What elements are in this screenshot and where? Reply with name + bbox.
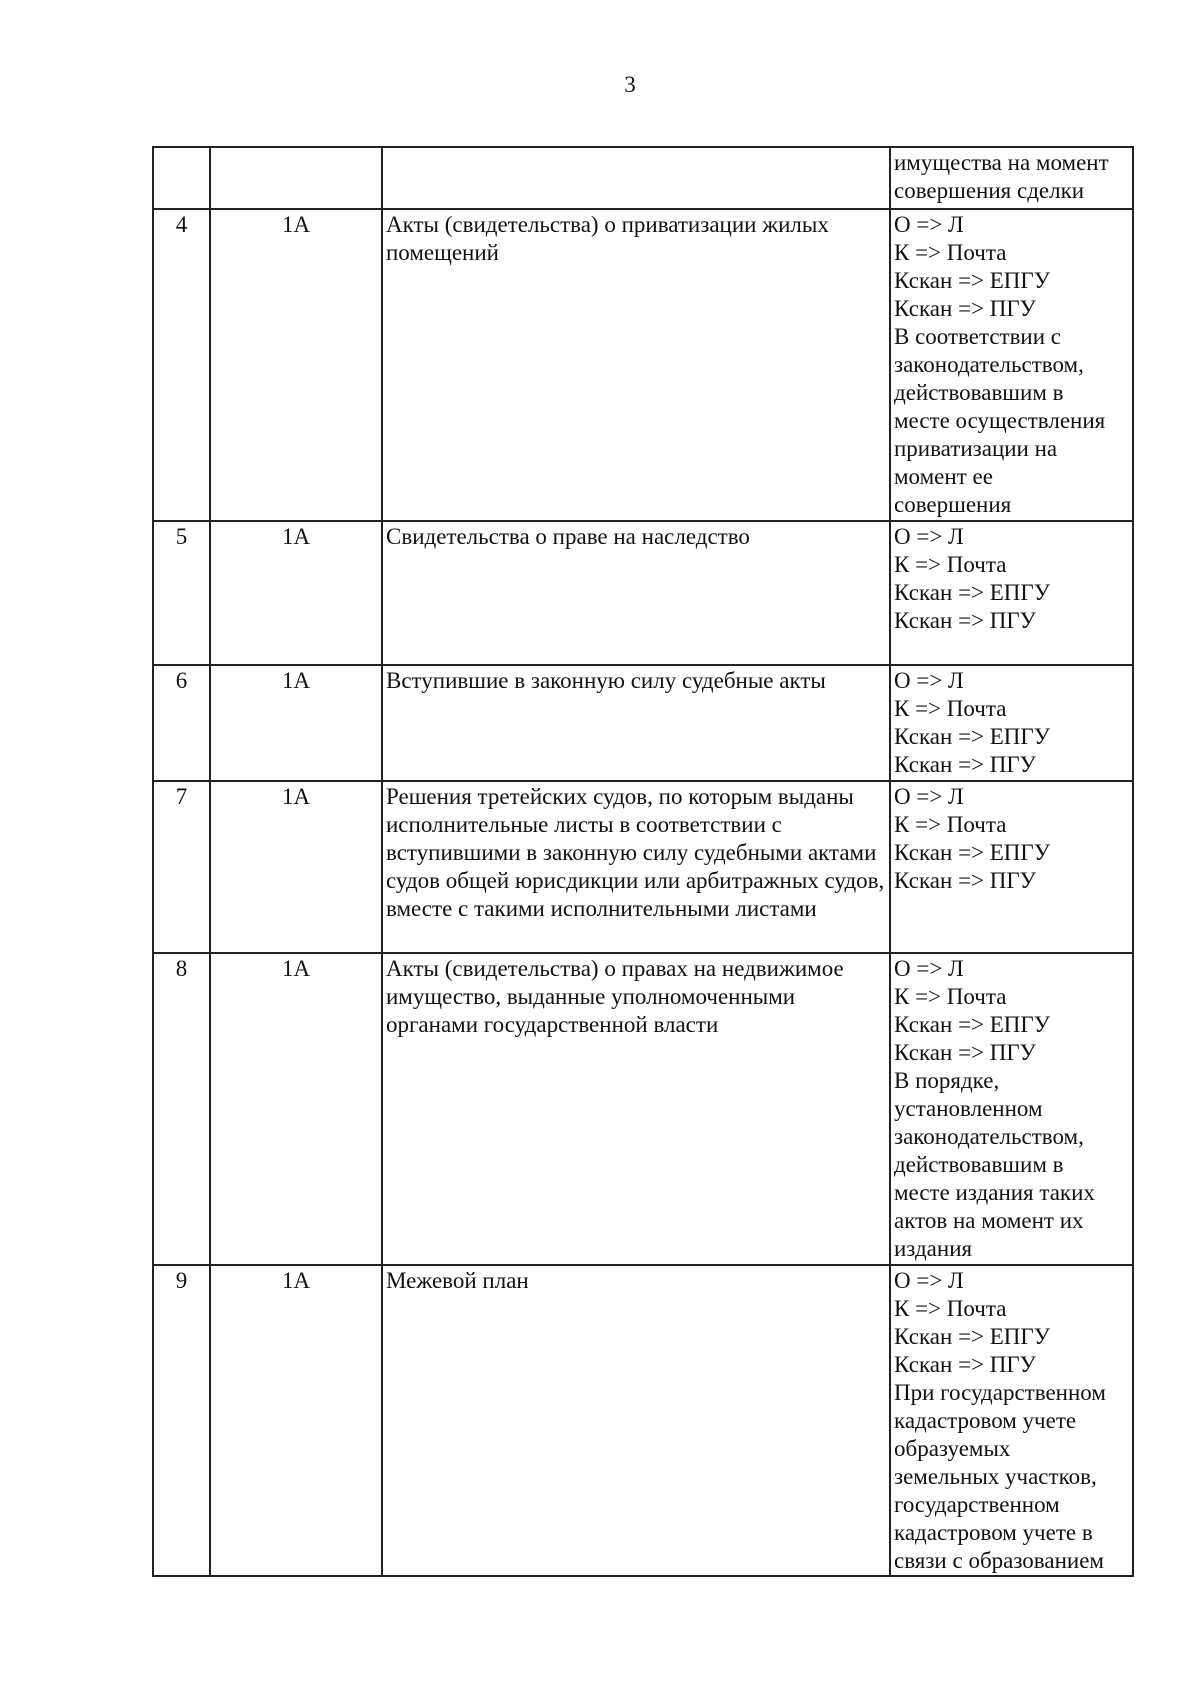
table-row: [153, 147, 1133, 209]
note-line: момент ее: [894, 464, 993, 489]
row-code: [210, 147, 382, 209]
note-line: Кскан => ПГУ: [894, 1040, 1036, 1065]
note-line: К => Почта: [894, 552, 1007, 577]
row-code: 1А: [210, 209, 382, 521]
row-number: 6: [153, 665, 210, 781]
note-line: О => Л: [894, 668, 964, 693]
table-row: [153, 781, 1133, 953]
document-title: Вступившие в законную силу судебные акты: [382, 665, 890, 781]
row-code: 1А: [210, 1265, 382, 1576]
row-number: 7: [153, 781, 210, 953]
table-row: [153, 665, 1133, 781]
note-line: установленном: [894, 1096, 1043, 1121]
document-title: [382, 147, 890, 209]
note-line: К => Почта: [894, 812, 1007, 837]
note-line: законодательством,: [894, 1124, 1084, 1149]
table-row: [153, 1265, 1133, 1576]
note-line: Кскан => ЕПГУ: [894, 268, 1051, 293]
document-title: Акты (свидетельства) о приватизации жилых помещений: [382, 209, 890, 521]
note-line: Кскан => ПГУ: [894, 752, 1036, 777]
submission-notes: [890, 781, 1133, 953]
note-line: законодательством,: [894, 352, 1084, 377]
note-line: При государственном: [894, 1380, 1106, 1405]
note-line: О => Л: [894, 956, 964, 981]
submission-notes: [890, 1265, 1133, 1576]
row-number: 8: [153, 953, 210, 1265]
note-line: О => Л: [894, 212, 964, 237]
note-line: земельных участков,: [894, 1464, 1097, 1489]
note-line: государственном: [894, 1492, 1060, 1517]
note-line: действовавшим в: [894, 1152, 1064, 1177]
submission-notes: [890, 953, 1133, 1265]
note-line: Кскан => ЕПГУ: [894, 580, 1051, 605]
note-line: действовавшим в: [894, 380, 1064, 405]
note-line: связи с образованием: [894, 1548, 1104, 1573]
note-line: В порядке,: [894, 1068, 1000, 1093]
row-code: 1А: [210, 665, 382, 781]
note-line: О => Л: [894, 524, 964, 549]
note-line: Кскан => ЕПГУ: [894, 724, 1051, 749]
row-number: 4: [153, 209, 210, 521]
note-line: месте издания таких: [894, 1180, 1095, 1205]
row-number: 5: [153, 521, 210, 665]
table-row: [153, 209, 1133, 521]
note-line: Кскан => ЕПГУ: [894, 840, 1051, 865]
document-title: Межевой план: [382, 1265, 890, 1576]
note-line: К => Почта: [894, 984, 1007, 1009]
row-code: 1А: [210, 521, 382, 665]
note-line: Кскан => ЕПГУ: [894, 1324, 1051, 1349]
table-row: [153, 521, 1133, 665]
document-title: Решения третейских судов, по которым выданы исполнительные листы в соответствии с вступившими в законную силу судебными актами судов общей юрисдикции или арбитражных судов, вместе с такими исполнительными листами: [382, 781, 890, 953]
note-line: месте осуществления: [894, 408, 1106, 433]
note-line: издания: [894, 1236, 973, 1261]
submission-notes: [890, 209, 1133, 521]
note-line: Кскан => ПГУ: [894, 296, 1036, 321]
note-line: К => Почта: [894, 240, 1007, 265]
document-title: Свидетельства о праве на наследство: [382, 521, 890, 665]
note-line: В соответствии с: [894, 324, 1062, 349]
note-line: К => Почта: [894, 696, 1007, 721]
submission-notes: [890, 521, 1133, 665]
note-line: приватизации на: [894, 436, 1058, 461]
note-line: Кскан => ЕПГУ: [894, 1012, 1051, 1037]
note-line: О => Л: [894, 784, 964, 809]
row-number: 9: [153, 1265, 210, 1576]
row-code: 1А: [210, 953, 382, 1265]
submission-notes: [890, 665, 1133, 781]
note-line: совершения сделки: [894, 178, 1085, 203]
note-line: имущества на момент: [894, 150, 1109, 175]
note-line: Кскан => ПГУ: [894, 868, 1036, 893]
row-code: 1А: [210, 781, 382, 953]
note-line: Кскан => ПГУ: [894, 1352, 1036, 1377]
note-line: кадастровом учете в: [894, 1520, 1093, 1545]
row-number: [153, 147, 210, 209]
note-line: актов на момент их: [894, 1208, 1084, 1233]
note-line: Кскан => ПГУ: [894, 608, 1036, 633]
table-row: [153, 953, 1133, 1265]
submission-notes: [890, 147, 1133, 209]
documents-table: [152, 146, 1134, 1577]
note-line: образуемых: [894, 1436, 1011, 1461]
page-number: 3: [624, 72, 636, 97]
document-title: Акты (свидетельства) о правах на недвижимое имущество, выданные уполномоченными органами государственной власти: [382, 953, 890, 1265]
note-line: К => Почта: [894, 1296, 1007, 1321]
note-line: совершения: [894, 492, 1012, 517]
note-line: О => Л: [894, 1268, 964, 1293]
note-line: кадастровом учете: [894, 1408, 1077, 1433]
